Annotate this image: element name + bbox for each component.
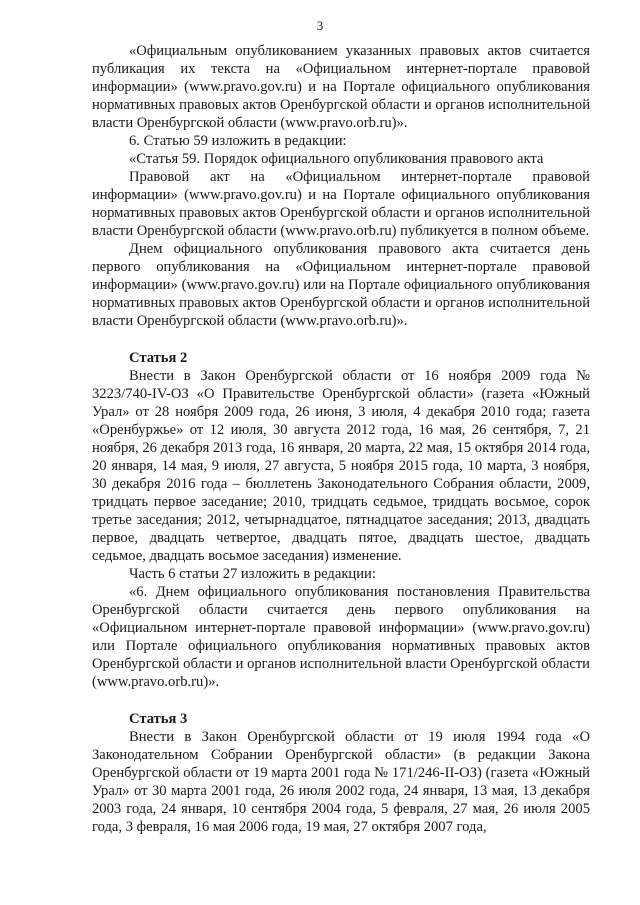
- paragraph: Внести в Закон Оренбургской области от 16 ноября 2009 года № 3223/740-IV-ОЗ «О Правительстве Оренбургской области» (газета «Южный Урал» от 28 ноября 2009 года, 26 июня, 3 июля, 4 декабря 2010 года; газета «Оренбуржье» от 12 июля, 30 августа 2012 года, 16 мая, 26 сентября, 7, 21 ноября, 26 декабря 2013 года, 16 января, 20 марта, 22 мая, 15 октября 2014 года, 20 января, 14 мая, 9 июля, 27 августа, 5 ноября 2015 года, 10 марта, 3 ноября, 30 декабря 2016 года – бюллетень Законодательного Собрания области, 2009, тридцать первое заседание; 2010, тридцать седьмое, тридцать восьмое, сорок третье заседания; 2012, четырнадцатое, пятнадцатое заседания; 2013, двадцать первое, двадцать четвертое, двадцать пятое, двадцать шестое, двадцать седьмое, двадцать восьмое заседания) изменение.: [92, 368, 590, 564]
- paragraph: 6. Статью 59 изложить в редакции:: [129, 133, 347, 149]
- article-heading: Статья 3: [129, 711, 188, 727]
- paragraph: «Официальным опубликованием указанных правовых актов считается публикация их текста на «Официальном интернет-портале правовой информации» (www.pravo.gov.ru) и на Портале официального опубликования нормативных правовых актов Оренбургской области и органов исполнительной власти Оренбургской области (www.pravo.orb.ru)».: [92, 43, 590, 131]
- article-heading: Статья 2: [129, 350, 188, 366]
- paragraph: Днем официального опубликования правового акта считается день первого опубликования на «Официальном интернет-портале правовой информации» (www.pravo.gov.ru) или на Портале официального опубликования нормативных правовых актов Оренбургской области и органов исполнительной власти Оренбургской области (www.pravo.orb.ru)».: [92, 241, 590, 329]
- paragraph: Правовой акт на «Официальном интернет-портале правовой информации» (www.pravo.gov.ru) и на Портале официального опубликования нормативных правовых актов Оренбургской области и органов исполнительной власти Оренбургской области (www.pravo.orb.ru) публикуется в полном объеме.: [92, 169, 590, 239]
- paragraph: Часть 6 статьи 27 изложить в редакции:: [129, 566, 376, 582]
- paragraph: «6. Днем официального опубликования постановления Правительства Оренбургской области считается день первого опубликования на «Официальном интернет-портале правовой информации» (www.pravo.gov.ru) или Портале официального опубликования нормативных правовых актов Оренбургской области и органов исполнительной власти Оренбургской области (www.pravo.orb.ru)».: [92, 584, 590, 690]
- paragraph: «Статья 59. Порядок официального опубликования правового акта: [129, 151, 544, 167]
- document-body: [92, 42, 590, 836]
- page-number: 3: [316, 18, 324, 33]
- paragraph: Внести в Закон Оренбургской области от 19 июля 1994 года «О Законодательном Собрании Оренбургской области» (в редакции Закона Оренбургской области от 19 марта 2001 года № 171/246-II-ОЗ) (газета «Южный Урал» от 30 марта 2001 года, 26 июля 2002 года, 24 января, 13 мая, 13 декабря 2003 года, 24 января, 10 сентября 2004 года, 5 февраля, 27 мая, 26 июля 2005 года, 3 февраля, 16 мая 2006 года, 19 мая, 27 октября 2007 года,: [92, 729, 590, 835]
